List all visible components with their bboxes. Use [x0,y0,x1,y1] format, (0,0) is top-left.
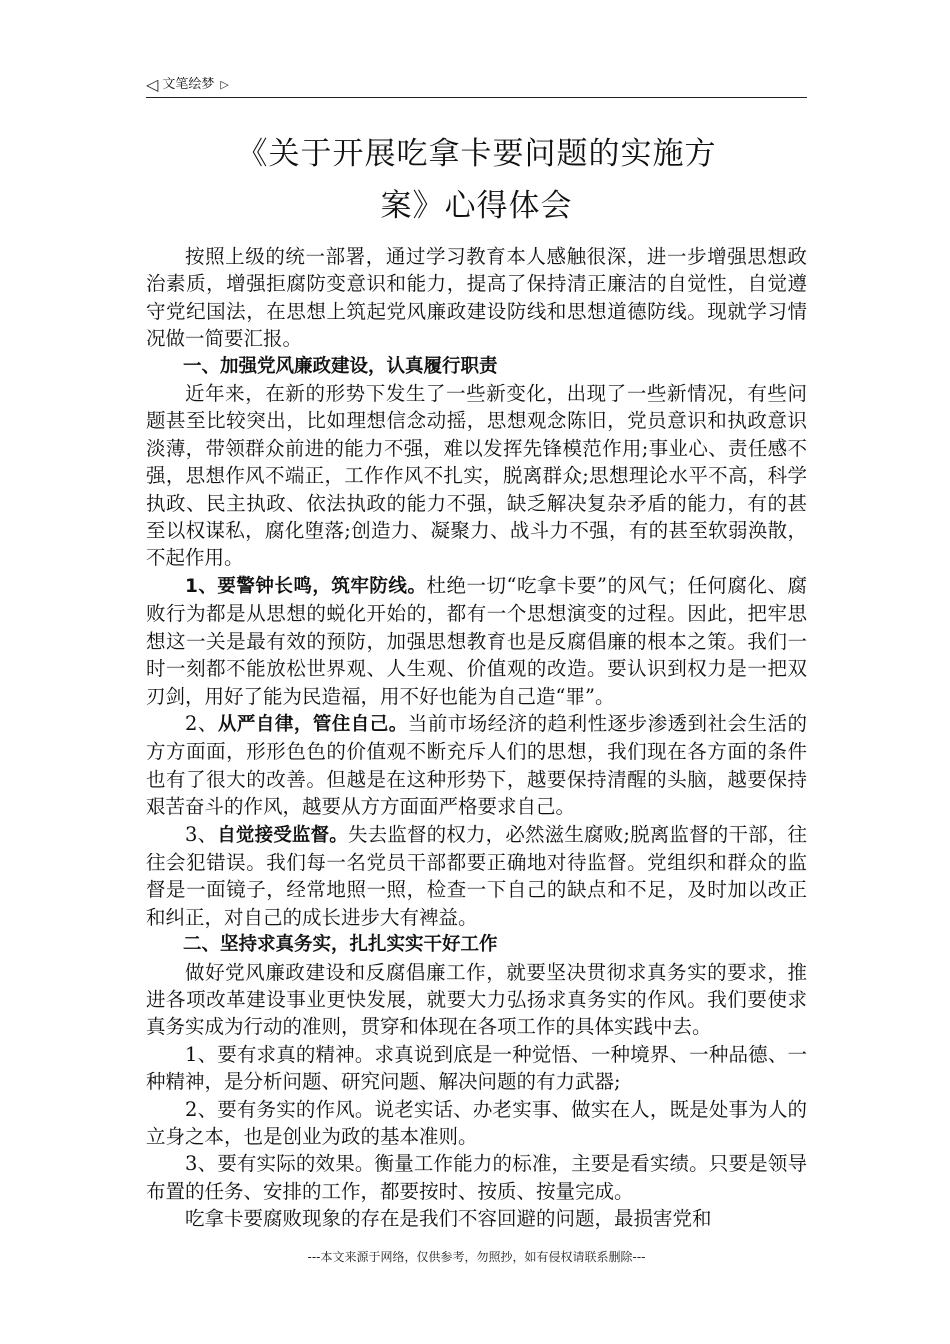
paragraph-point-3 [146,821,807,932]
point-3-number: 3、 [185,822,218,846]
paragraph-section-1-intro: 近年来，在新的形势下发生了一些新变化，出现了一些新情况，有些问题甚至比较突出，比如理想信念动摇，思想观念陈旧，党员意识和执政意识淡薄，带领群众前进的能力不强，难以发挥先锋模范作用;事业心、责任感不强，思想作风不端正，工作作风不扎实，脱离群众;思想理论水平不高，科学执政、民主执政、依法执政的能力不强，缺乏解决复杂矛盾的能力，有的甚至以权谋私，腐化堕落;创造力、凝聚力、战斗力不强，有的甚至软弱涣散，不起作用。 [146,382,807,570]
point-2-text: 当前市场经济的趋利性逐步渗透到社会生活的方方面面，形形色色的价值观不断充斥人们的思想，我们现在各方面的条件也有了很大的改善。但越是在这种形势下，越要保持清醒的头脑，越要保持艰苦奋斗的作风，越要从方方面面严格要求自己。 [146,711,807,819]
title-line-2: 案》心得体会 [380,188,573,224]
header-divider [146,97,807,98]
title-line-1: 《关于开展吃拿卡要问题的实施方 [236,136,717,172]
paragraph-point-2 [146,710,807,821]
section-heading-2: 二、坚持求真务实，扎扎实实干好工作 [183,934,498,956]
paragraph-point-1 [146,572,807,710]
paragraph-section-2-point-1: 1、要有求真的精神。求真说到底是一种觉悟、一种境界、一种品德、一种精神，是分析问题、研究问题、解决问题的有力武器; [146,1042,807,1094]
paragraph-section-2-point-3: 3、要有实际的效果。衡量工作能力的标准，主要是看实绩。只要是领导布置的任务、安排的工作，都要按时、按质、按量完成。 [146,1152,807,1203]
page-footer-notice: ---本文来源于网络，仅供参考，勿照抄，如有侵权请联系删除--- [307,1250,646,1264]
document-title [146,128,807,232]
point-1-text: 杜绝一切“吃拿卡要”的风气；任何腐化、腐败行为都是从思想的蜕化开始的，都有一个思想演变的过程。因此，把牢思想这一关是最有效的预防，加强思想教育也是反腐倡廉的根本之策。我们一时一刻都不能放松世界观、人生观、价值观的改造。要认识到权力是一把双刃剑，用好了能为民造福，用不好也能为自己造“罪”。 [146,573,807,708]
point-2-number: 2、 [185,711,218,735]
point-2-heading: 从严自律，管住自己。 [217,713,408,735]
point-3-text: 失去监督的权力，必然滋生腐败;脱离监督的干部，往往会犯错误。我们每一名党员干部都要正确地对待监督。党组织和群众的监督是一面镜子，经常地照一照，检查一下自己的缺点和不足，及时加以改正和纠正，对自己的成长进步大有裨益。 [146,822,807,929]
paragraph-section-2-intro: 做好党风廉政建设和反腐倡廉工作，就要坚决贯彻求真务实的要求，推进各项改革建设事业更快发展，就要大力弘扬求真务实的作风。我们要使求真务实成为行动的准则，贯穿和体现在各项工作的具体实践中去。 [146,960,807,1039]
triangle-left-outline-icon: ◁ [146,75,159,94]
paragraph-closing: 吃拿卡要腐败现象的存在是我们不容回避的问题，最损害党和 [185,1207,712,1231]
point-1-heading: 1、要警钟长鸣，筑牢防线。 [185,575,427,597]
point-3-heading: 自觉接受监督。 [217,824,348,846]
paragraph-section-2-point-2: 2、要有务实的作风。说老实话、办老实事、做实在人，既是处事为人的立身之本，也是创业为政的基本准则。 [146,1097,807,1148]
page-header [146,74,806,96]
triangle-right-outline-icon: ▷ [220,78,229,91]
section-heading-1: 一、加强党风廉政建设，认真履行职责 [183,355,498,377]
document-body [146,243,807,1233]
paragraph-intro: 按照上级的统一部署，通过学习教育本人感触很深，进一步增强思想政治素质，增强拒腐防变意识和能力，提高了保持清正廉洁的自觉性，自觉遵守党纪国法，在思想上筑起党风廉政建设防线和思想道德防线。现就学习情况做一简要汇报。 [146,245,807,351]
header-brand: 文笔绘梦 [162,77,215,92]
